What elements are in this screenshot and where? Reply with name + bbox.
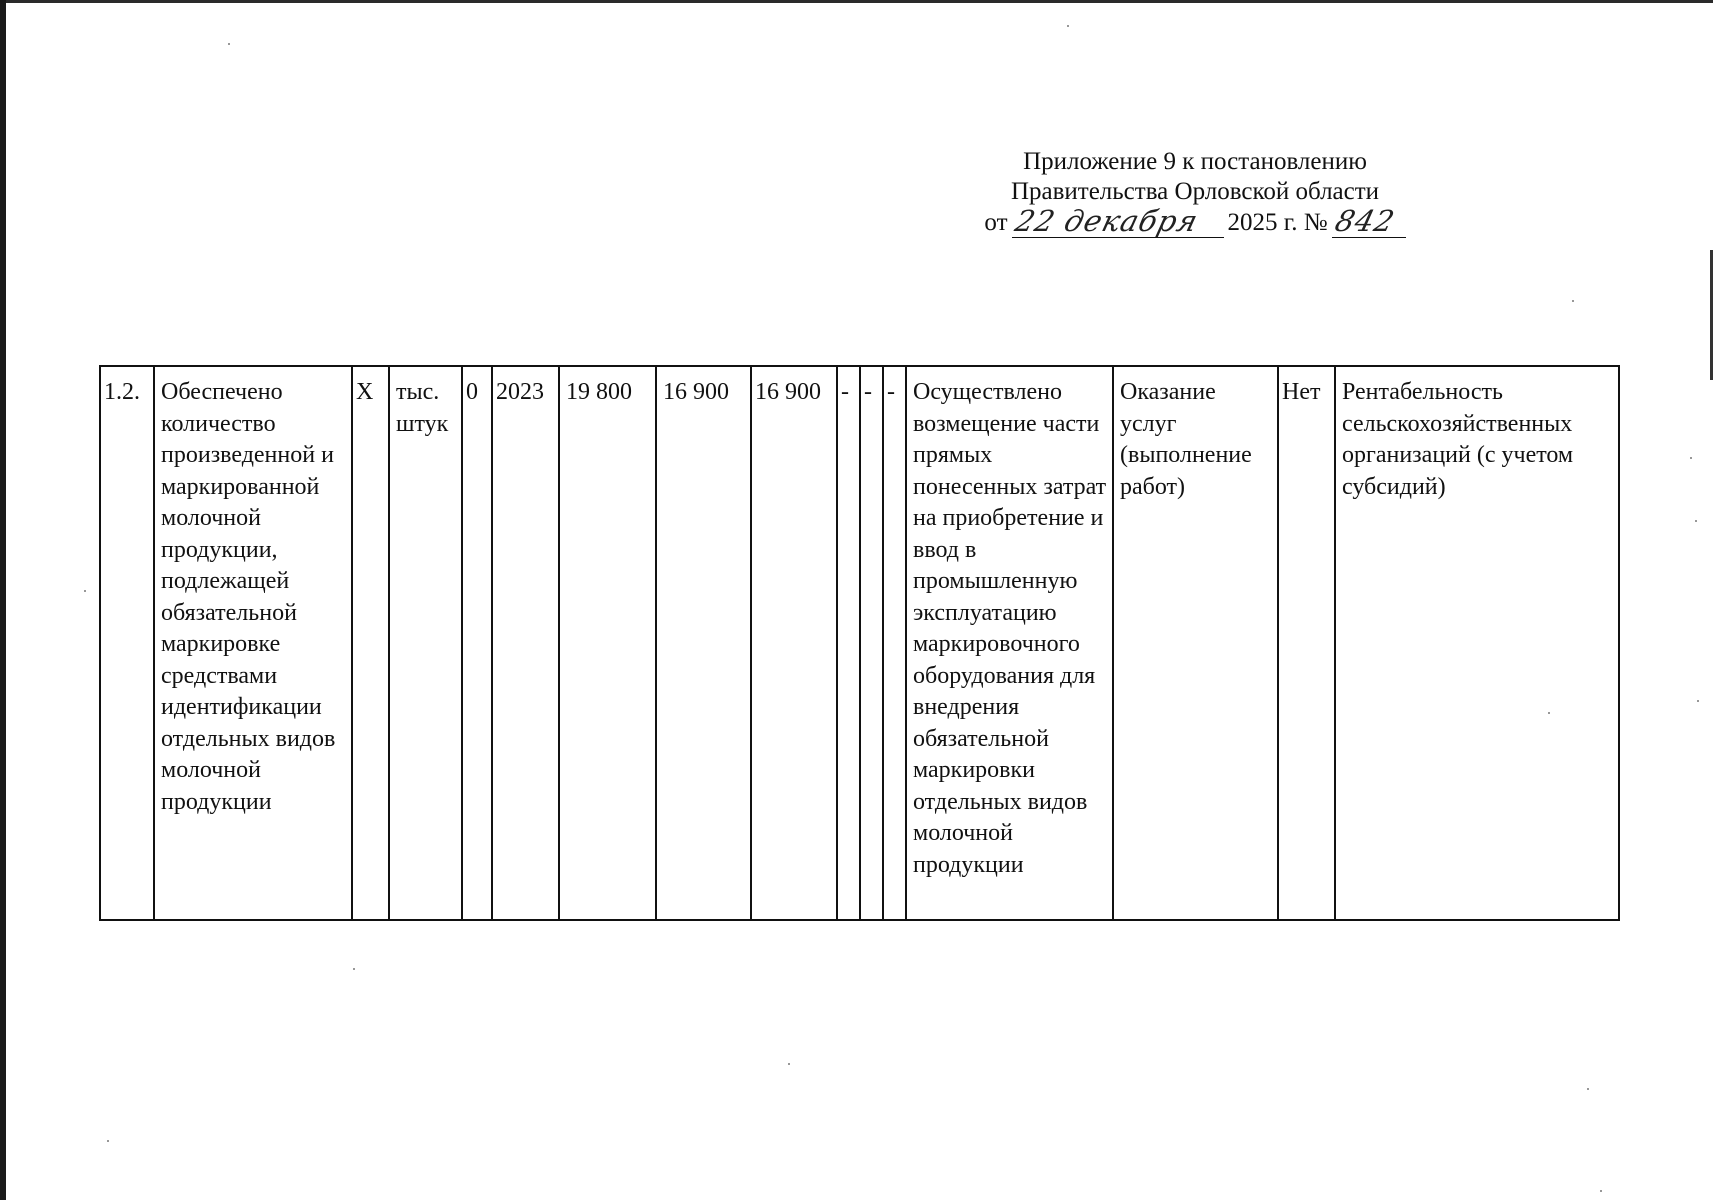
cell-flag: Нет: [1278, 366, 1335, 920]
scan-border-top: [0, 0, 1713, 3]
scan-border-left: [0, 0, 6, 1200]
scan-speck: [1697, 700, 1699, 702]
cell-base-year: 2023: [492, 366, 559, 920]
cell-activity-type: Оказание услуг (выполнение работ): [1113, 366, 1278, 920]
cell-mark: Х: [352, 366, 389, 920]
cell-result-description: Обеспечено количество произведенной и маркированной молочной продукции, подлежащей обязательной маркировке средствами идентификации отдельных видов молочной продукции: [154, 366, 352, 920]
scan-speck: [1690, 457, 1692, 459]
appendix-title-line: Приложение 9 к постановлению: [1023, 148, 1367, 175]
handwritten-date: 22 декабря: [1011, 204, 1202, 238]
handwritten-number-field: [1331, 204, 1406, 238]
date-prefix: от: [984, 209, 1008, 236]
cell-value-4: -: [837, 366, 860, 920]
cell-unit: тыс. штук: [389, 366, 462, 920]
cell-indicator: Рентабельность сельскохозяйственных организаций (с учетом субсидий): [1335, 366, 1619, 920]
cell-value-1: 19 800: [559, 366, 656, 920]
table-row: [100, 366, 1619, 920]
year-and-number-label: 2025 г. №: [1227, 209, 1328, 236]
scan-speck: [788, 1063, 790, 1065]
results-table: [99, 365, 1620, 921]
scan-speck: [1572, 300, 1574, 302]
appendix-authority-line: Правительства Орловской области: [1010, 178, 1380, 205]
scan-speck: [353, 968, 355, 970]
cell-base-value: 0: [462, 366, 492, 920]
cell-row-number: 1.2.: [100, 366, 154, 920]
scan-speck: [107, 1140, 109, 1142]
resolution-date-line: [984, 204, 1405, 238]
cell-value-6: -: [883, 366, 906, 920]
cell-activity-description: Осуществлено возмещение части прямых понесенных затрат на приобретение и ввод в промышленную эксплуатацию маркировочного оборудования для внедрения обязательной маркировки отдельных видов молочной продукции: [906, 366, 1113, 920]
cell-value-5: -: [860, 366, 883, 920]
scan-speck: [228, 43, 230, 45]
scan-speck: [1067, 25, 1069, 27]
scan-speck: [84, 590, 86, 592]
scan-speck: [1548, 712, 1550, 714]
appendix-header: [960, 147, 1430, 238]
scan-speck: [1600, 1190, 1602, 1192]
handwritten-date-field: [1011, 204, 1224, 238]
scan-speck: [1695, 520, 1697, 522]
scan-speck: [1587, 1088, 1589, 1090]
handwritten-number: 842: [1331, 204, 1399, 238]
cell-value-2: 16 900: [656, 366, 751, 920]
cell-value-3: 16 900: [751, 366, 837, 920]
